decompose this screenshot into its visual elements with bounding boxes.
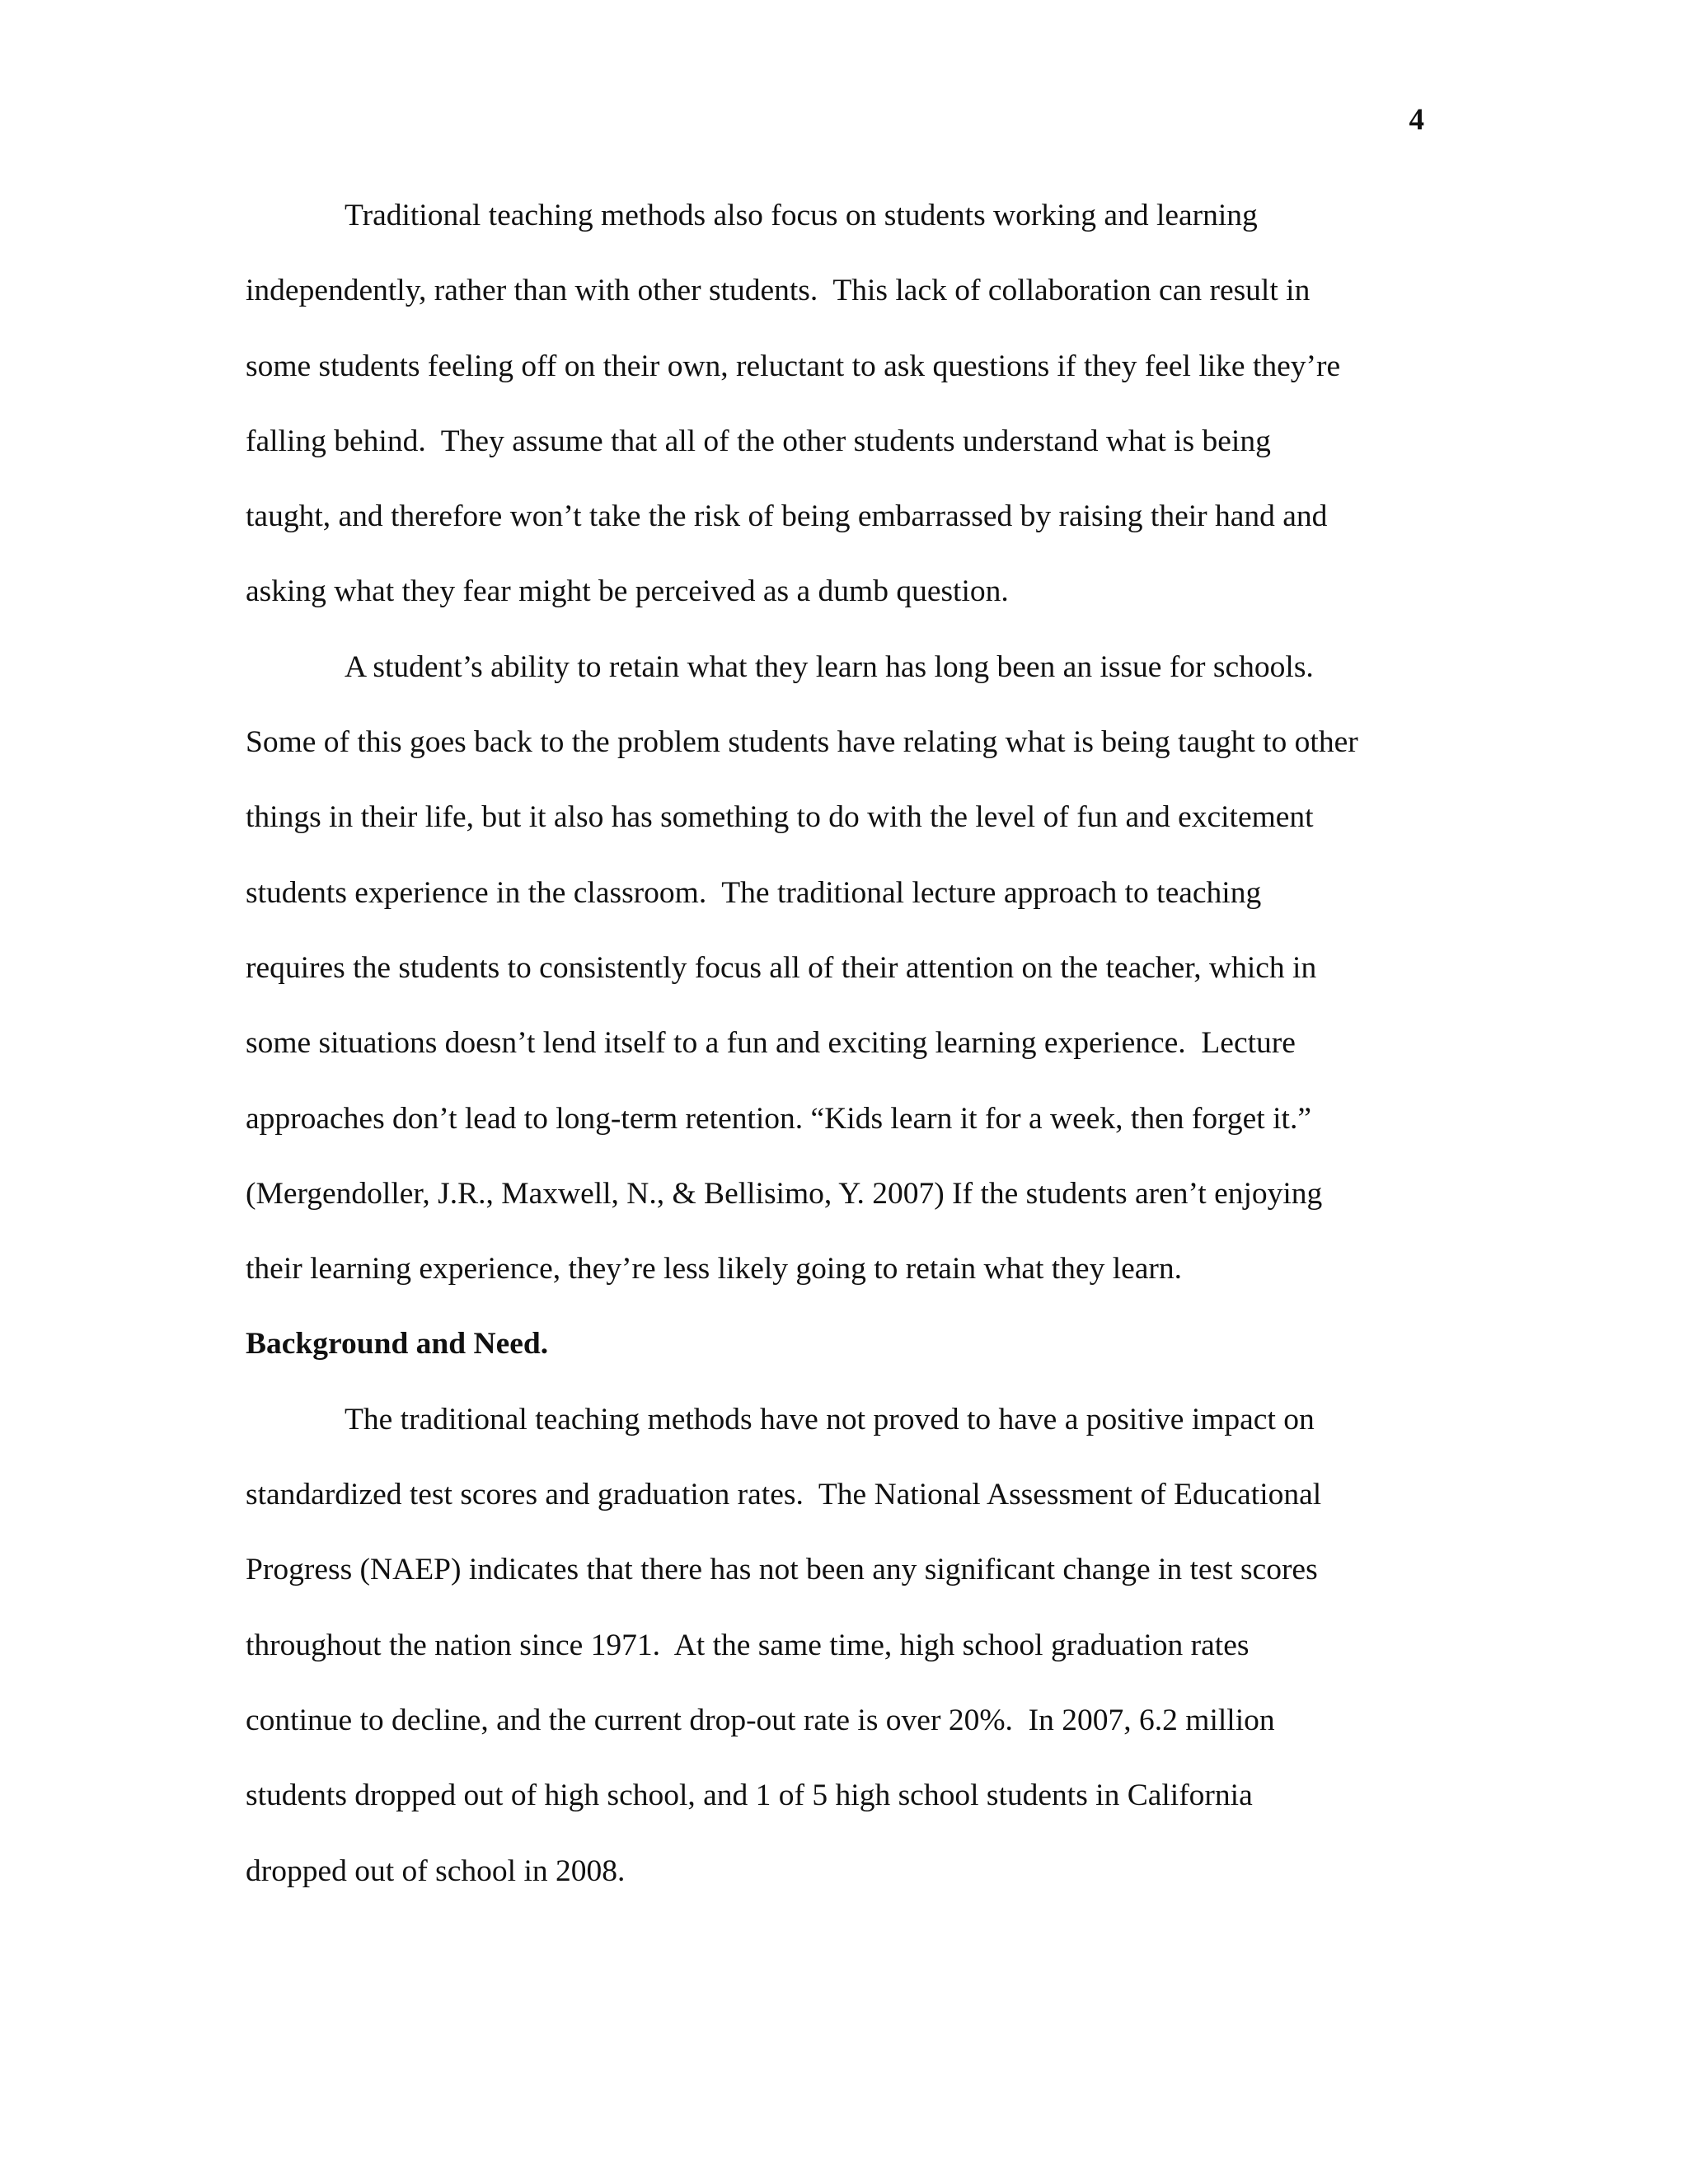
paragraph: [246, 191, 1424, 643]
text-line: continue to decline, and the current drop-out rate is over 20%. In 2007, 6.2 million: [246, 1703, 1275, 1737]
text-line: some students feeling off on their own, reluctant to ask questions if they feel like they’re: [246, 349, 1341, 383]
section-heading: Background and Need.: [246, 1327, 549, 1361]
paragraph: [246, 1395, 1424, 1922]
text-line: throughout the nation since 1971. At the same time, high school graduation rates: [246, 1628, 1250, 1662]
text-line: students experience in the classroom. The traditional lecture approach to teaching: [246, 875, 1262, 910]
text-line: falling behind. They assume that all of the other students understand what is being: [246, 424, 1271, 458]
text-line: Progress (NAEP) indicates that there has not been any significant change in test scores: [246, 1553, 1318, 1587]
text-line: students dropped out of high school, and 1 of 5 high school students in California: [246, 1779, 1253, 1813]
text-line: approaches don’t lead to long-term retention. “Kids learn it for a week, then forget it.”: [246, 1101, 1311, 1136]
paragraph: [246, 643, 1424, 1320]
text-line: The traditional teaching methods have not proved to have a positive impact on: [345, 1402, 1315, 1436]
text-line: their learning experience, they’re less likely going to retain what they learn.: [246, 1252, 1183, 1286]
text-line: (Mergendoller, J.R., Maxwell, N., & Bellisimo, Y. 2007) If the students aren’t enjoying: [246, 1176, 1323, 1211]
text-line: some situations doesn’t lend itself to a fun and exciting learning experience. Lecture: [246, 1026, 1296, 1061]
text-line: requires the students to consistently focus all of their attention on the teacher, which in: [246, 950, 1317, 985]
text-line: A student’s ability to retain what they learn has long been an issue for schools.: [345, 649, 1314, 684]
text-line: independently, rather than with other students. This lack of collaboration can result in: [246, 274, 1311, 308]
text-line: taught, and therefore won’t take the risk of being embarrassed by raising their hand and: [246, 499, 1328, 534]
text-line: Traditional teaching methods also focus on students working and learning: [345, 199, 1258, 232]
text-line: standardized test scores and graduation rates. The National Assessment of Educational: [246, 1478, 1322, 1512]
document-body: [246, 191, 1424, 1922]
text-line: things in their life, but it also has something to do with the level of fun and excitement: [246, 800, 1314, 835]
text-line: Some of this goes back to the problem students have relating what is being taught to other: [246, 725, 1358, 760]
page-number: 4: [1409, 103, 1424, 137]
text-line: dropped out of school in 2008.: [246, 1854, 626, 1888]
text-line: asking what they fear might be perceived as a dumb question.: [246, 574, 1009, 609]
